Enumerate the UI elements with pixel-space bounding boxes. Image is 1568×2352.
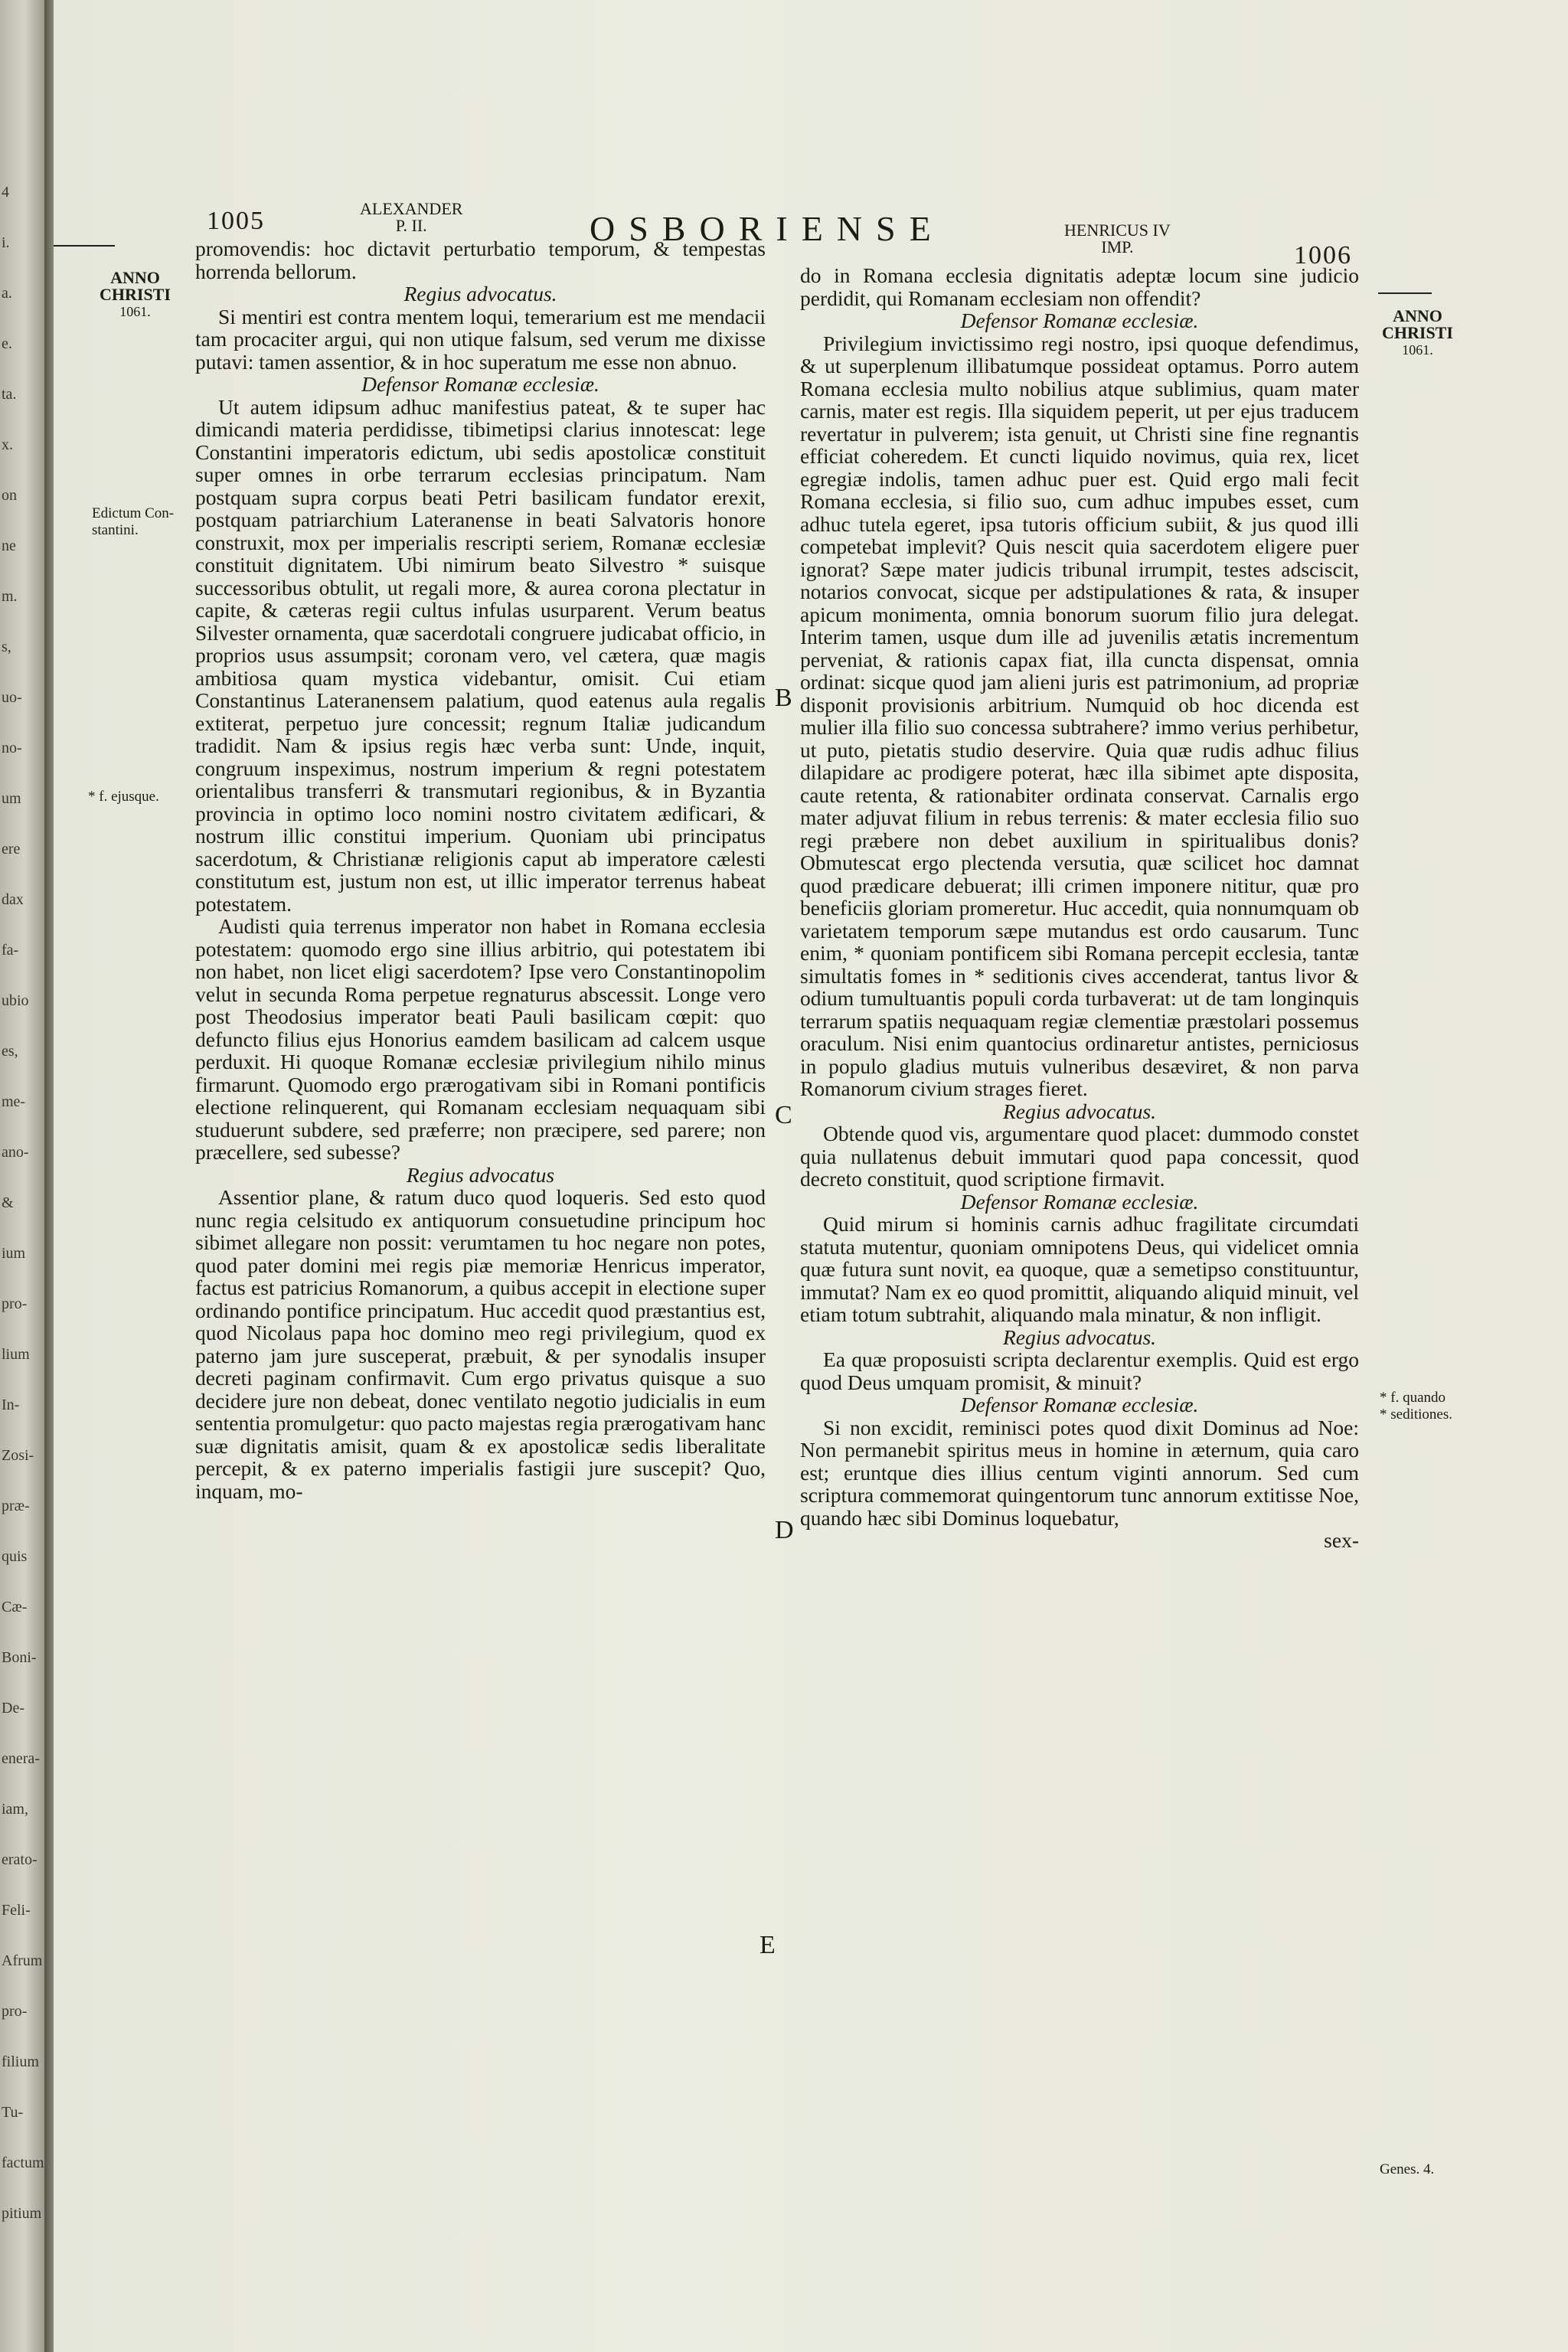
speaker-heading: Defensor Romanæ ecclesiæ. <box>960 1189 1199 1214</box>
facing-page-fragment: e. <box>2 335 12 352</box>
emperor-name: HENRICUS IV <box>1064 220 1171 240</box>
section-letter-b: B <box>775 684 792 712</box>
facing-page-fragment: um <box>2 790 21 807</box>
facing-page-fragment: ium <box>2 1245 26 1262</box>
facing-page-fragment: Tu- <box>2 2104 24 2121</box>
speaker-heading: Regius advocatus. <box>403 282 557 305</box>
catchword: sex- <box>1324 1528 1359 1552</box>
section-letter-c: C <box>775 1101 792 1129</box>
facing-page-fragment: Afrum <box>2 1952 43 1969</box>
paragraph: Obtende quod vis, argumentare quod placet: dummodo constet quia nullatenus debuit immutari quod papa concessit, quod decreto constituit, quod scriptione firmavit. <box>800 1122 1359 1191</box>
facing-page-fragment: ta. <box>2 386 17 403</box>
facing-page-fragment: dax <box>2 891 24 908</box>
anno-label: ANNO <box>1393 306 1442 325</box>
facing-page-fragment: 4 <box>2 184 9 201</box>
section-letter-d: D <box>775 1516 794 1544</box>
pope-sub: P. II. <box>395 216 427 235</box>
margin-note-quando <box>1380 1390 1452 1423</box>
speaker-heading: Regius advocatus <box>406 1162 555 1187</box>
year-label: 1061. <box>119 304 151 319</box>
running-title: OSBORIENSE <box>590 209 945 248</box>
facing-page-fragment: pitium <box>2 2205 42 2222</box>
note-seditiones: * seditiones. <box>1380 1406 1452 1423</box>
paragraph: Audisti quia terrenus imperator non habet in Romana ecclesia potestatem: quomodo ergo sine illius arbitrio, qui potestatem ibi non habet, non licet eligi sacerdotem? Ipse vero Constantinopolim velut in secunda Roma perpetue regnaturus abscessit. Longe vero post Theodosius imperator beati Pauli basilicam cœpit: quo defuncto filius ejus Honorius eamdem basilicam ad calcem usque perduxit. Hi quoque Romanæ ecclesiæ privilegium nihilo minus firmarunt. Quomodo ergo prærogativam sibi in Romani pontificis electione relinquerent, qui Romanam ecclesiam nequaquam sibi studuerunt subdere, sed præferre; non præcipere, sed parere; non præcellere, sed subesse? <box>195 914 766 1164</box>
note-edictum-line2: stantini. <box>92 522 139 538</box>
header-rule-left <box>54 245 115 247</box>
paragraph: Quid mirum si hominis carnis adhuc fragilitate circumdati statuta mutentur, quoniam omnipotens Deus, qui videlicet omnia quæ futura sunt novit, ea quoque, quæ a semetipso constituuntur, immutat? Nam ex eo quod promittit, aliquando aliquid minuit, vel etiam totum subtrahit, aliquando mala minatur, & non infligit. <box>800 1212 1359 1326</box>
anno-christi-right <box>1382 308 1453 358</box>
margin-note-ejusque: * f. ejusque. <box>88 789 159 805</box>
pope-name: ALEXANDER <box>360 199 463 218</box>
facing-page-fragment: s, <box>2 639 11 655</box>
facing-page-fragment: lium <box>2 1346 30 1363</box>
facing-page-fragment: es, <box>2 1043 18 1060</box>
facing-page-fragment: pro- <box>2 2003 28 2020</box>
margin-note-edictum <box>92 505 174 539</box>
speaker-heading: Defensor Romanæ ecclesiæ. <box>960 309 1199 332</box>
facing-page-fragment: a. <box>2 285 12 302</box>
facing-page-fragment: no- <box>2 740 22 756</box>
paragraph: Assentior plane, & ratum duco quod loqueris. Sed esto quod nunc regia celsitudo ex antiquorum consuetudine principum hoc sibimet allegare non possit: verumtamen tu hoc negare non potes, quod pater domini mei regis piæ memoriæ Henricus imperator, factus est patricius Romanorum, a quibus accepit in electione super ordinando pontifice principatum. Huc accedit quod præstantius est, quod Nicolaus papa hoc domino meo regi privilegium, quod ex paterno jam jure susceperat, præbuit, & per synodalis insuper decreti paginam confirmavit. Cum ergo privatus quisque a suo decidere jure non debeat, donec ventilato negotio judicialis in eum sententia promulgetur: quo pacto majestas regia prærogativam hanc suæ dignitatis amisit, quam & ex apostolicæ sedis liberalitate percepit, & ex paterno imperialis fastigii jure suscepit? Quo, inquam, mo- <box>195 1185 766 1503</box>
facing-page-fragment: ubio <box>2 992 29 1009</box>
paragraph: Si mentiri est contra mentem loqui, temerarium est me mendacii tam procaciter argui, qui non utique falsum, sed verum me dixisse putavi: tamen assentior, & in hoc superatum me esse non abnuo. <box>195 304 766 374</box>
pope-header <box>360 201 462 234</box>
book-page <box>54 0 1568 2352</box>
continued-text: do in Romana ecclesia dignitatis adeptæ locum sine judicio perdidit, qui Romanam ecclesiam non offendit? <box>800 263 1359 310</box>
speaker-heading: Defensor Romanæ ecclesiæ. <box>361 372 599 396</box>
facing-page-fragment: fa- <box>2 942 19 959</box>
facing-page-fragment: quis <box>2 1548 28 1565</box>
facing-page-fragment: ne <box>2 537 16 554</box>
facing-page-fragment: x. <box>2 436 13 453</box>
facing-page-fragment: me- <box>2 1093 26 1110</box>
facing-page-fragment: erato- <box>2 1851 38 1868</box>
facing-page-fragment: uo- <box>2 689 22 706</box>
emperor-sub: IMP. <box>1101 237 1134 256</box>
christi-label: CHRISTI <box>1382 323 1453 342</box>
right-column <box>800 264 1359 1552</box>
paragraph: Ea quæ proposuisti scripta declarentur exemplis. Quid est ergo quod Deus umquam promisit, & minuit? <box>800 1348 1359 1394</box>
margin-note-genes: Genes. 4. <box>1380 2161 1435 2177</box>
paragraph: Si non excidit, reminisci potes quod dixit Dominus ad Noe: Non permanebit spiritus meus in homine in æternum, quia caro est; eruntque dies illius centum viginti annorum. Sed cum scriptura commemorat quingentorum tunc annorum extitisse Noe, quando hæc sibi Dominus loquebatur, <box>800 1415 1359 1530</box>
facing-page-fragment: on <box>2 487 17 504</box>
facing-page-fragment: enera- <box>2 1750 40 1767</box>
speaker-heading: Regius advocatus. <box>1002 1099 1157 1123</box>
facing-page-fragment: Feli- <box>2 1902 31 1919</box>
page-number-left: 1005 <box>207 207 265 235</box>
facing-page-fragment: filium <box>2 2053 39 2070</box>
facing-page-fragment: ere <box>2 841 21 858</box>
book-gutter <box>44 0 54 2352</box>
anno-christi-left <box>100 270 171 320</box>
christi-label: CHRISTI <box>100 285 171 304</box>
speaker-heading: Regius advocatus. <box>1002 1325 1157 1349</box>
page-number-right: 1006 <box>1294 241 1352 270</box>
emperor-header <box>1064 222 1171 256</box>
left-column <box>195 237 766 1502</box>
facing-page-fragment: ano- <box>2 1144 29 1161</box>
header-rule-right <box>1378 292 1432 294</box>
continued-text: promovendis: hoc dictavit perturbatio temporum, & tempestas horrenda bellorum. <box>195 237 766 283</box>
facing-page-fragment: Boni- <box>2 1649 37 1666</box>
speaker-heading: Defensor Romanæ ecclesiæ. <box>960 1393 1199 1416</box>
facing-page-fragment: pro- <box>2 1295 28 1312</box>
facing-page-fragment: factum <box>2 2154 44 2171</box>
facing-page-fragment: Cæ- <box>2 1599 28 1615</box>
facing-page-fragment: i. <box>2 234 10 251</box>
facing-page-fragment: iam, <box>2 1801 28 1818</box>
section-letter-e: E <box>760 1931 776 1959</box>
facing-page-fragment: Zosi- <box>2 1447 34 1464</box>
anno-label: ANNO <box>110 268 160 287</box>
paragraph: Privilegium invictissimo regi nostro, ipsi quoque defendimus, & ut superplenum illibatumque possideat optamus. Porro autem Romana ecclesia multo nobilius atque sublimius, quam mater carnis, mater est regis. Illa siquidem peperit, ut per ejus traducem revertatur in pulverem; ista genuit, ut Christi sine fine regnantis efficiat coheredem. Et cuncti liquido novimus, quia rex, licet egregiæ indolis, tamen adhuc puer est. Quid ergo mali fecit Romana ecclesia, si filio suo, cum adhuc impubes esset, cum adhuc tutela egeret, ipsa tutoris officium subiit, & jus quod illi competebat implevit? Quis nescit quia sacerdotem eligere puer ignorat? Sæpe mater judicis tribunal irrumpit, testes adsciscit, notarios convocat, sicque per adstipulationes & rata, & insuper apicum monimenta, omnia bonorum suorum filio jura delegat. Interim tamen, usque dum ille ad juvenilis ætatis incrementum perveniat, & rationis capax fiat, illa cuncta dispensat, omnia ordinat: sicque quod jam alieni juris est patrimonium, ad propriæ disponit provisionis arbitrium. Numquid ob hoc dicenda est mulier illa filio suo concessa subtrahere? immo verius perhibetur, ut puto, pietatis studio deservire. Quia quæ rudis adhuc filius dilapidare ac prodigere poterat, hæc illa sibimet apte disposita, caute retenta, & rationabiter ordinata conservat. Carnalis ergo mater adjuvat filium in rebus terrenis: & mater ecclesia filio suo regi præbere non debet auxilium in spiritualibus donis? Obmutescat ergo plectenda versutia, quæ scilicet hoc damnat quod prædicare debuerat; illi crimen imponere nititur, quæ pro beneficiis gloriam promeretur. Huc accedit, quia nonnumquam ob varietatem temporum sæpe mutandus est ordo causarum. Tunc enim, * quoniam pontificem sibi Romana percepit ecclesia, tantæ simultatis fomes in * seditionis cives accenderat, tantus livor & odium tumultuantis populi corda turbaverat: ut de tam longinquis terrarum spatiis nequaquam regiæ clementiæ præstolari possemus oraculum. Nisi enim quantocius ordinaretur antistes, perniciosus in populo gladius mutuis vulneribus desæviret, & non parva Romanorum civium strages fieret. <box>800 331 1359 1100</box>
year-label: 1061. <box>1402 342 1433 358</box>
facing-page-fragment: In- <box>2 1396 20 1413</box>
facing-page-edge <box>0 0 44 2352</box>
note-quando: * f. quando <box>1380 1390 1446 1406</box>
note-edictum-line1: Edictum Con- <box>92 505 175 521</box>
facing-page-fragment: præ- <box>2 1498 30 1514</box>
facing-page-fragment: & <box>2 1194 14 1211</box>
facing-page-fragment: m. <box>2 588 18 605</box>
facing-page-fragment: De- <box>2 1700 24 1717</box>
paragraph: Ut autem idipsum adhuc manifestius pateat, & te super hac dimicandi materia perdidisse, tibimetipsi clarius innotescat: lege Constantini imperatoris edictum, ubi sedis apostolicæ constituit super omnes in orbe terrarum ecclesias principatum. Nam postquam supra corpus beati Petri basilicam fundator erexit, postquam patriarchium Lateranense in beati Salvatoris honore construxit, mox per imperialis rescripti seriem, Romanæ ecclesiæ constituit dignitatem. Ubi nimirum beato Silvestro * suisque successoribus obtulit, ut regali more, & aurea corona plectatur in capite, & cæteras regii cultus infulas usurparent. Verum beatus Silvester ornamenta, quæ sacerdotali congruere judicabat officio, in proprios usus assumpsit; coronam vero, vel cætera, quæ magis ambitiosa quam mystica videbantur, omisit. Cui etiam Constantinus Lateranensem palatium, quod eatenus aula regalis extiterat, perpetuo jure concessit; regnum Italiæ judicandum tradidit. Nam & ipsius regis hæc verba sunt: Unde, inquit, congruum inspeximus, nostrum imperium & regni potestatem orientalibus transferri & transmutari regionibus, & in Byzantia provincia in optimo loco nomini nostro civitatem ædificari, & nostrum illic constitui imperium. Quoniam ubi principatus sacerdotum, & Christianæ religionis caput ab imperatore cælesti constitutum est, justum non est, ut illic imperator terrenus habeat potestatem. <box>195 394 766 916</box>
